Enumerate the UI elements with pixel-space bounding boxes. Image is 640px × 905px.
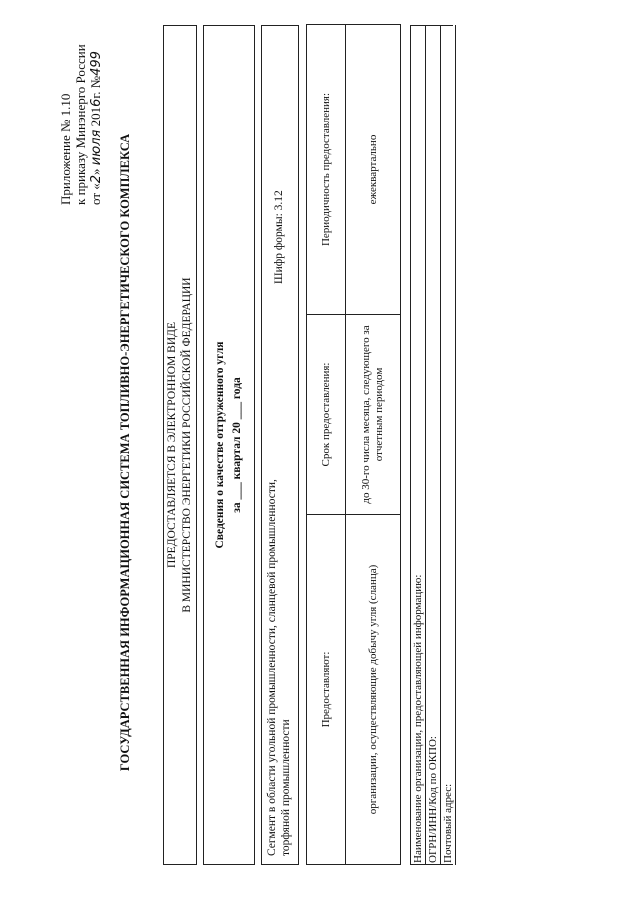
org-name-field[interactable]: Наименование организации, предоставляющей информацию: — [410, 25, 425, 865]
handwritten-order-number: 499 — [89, 51, 104, 76]
date-prefix: от « — [88, 183, 103, 205]
header-deadline: Срок предоставления: — [307, 315, 346, 515]
report-period: за ___ квартал 20 ___ года — [231, 377, 243, 513]
organization-fields — [410, 25, 456, 865]
order-number-label: г. № — [88, 75, 103, 99]
table-header-row — [307, 25, 346, 865]
date-quote: » — [88, 168, 103, 175]
handwritten-month: июля — [89, 129, 104, 166]
electronic-submission-box — [163, 25, 197, 865]
segment-row — [261, 25, 299, 865]
cell-deadline: до 30-го числа месяца, следующего за отчетным периодом — [346, 315, 401, 515]
electronic-line-2: В МИНИСТЕРСТВО ЭНЕРГЕТИКИ РОССИЙСКОЙ ФЕДЕРАЦИИ — [181, 277, 193, 613]
handwritten-year-digit: 6 — [89, 98, 104, 107]
year-prefix: 201 — [88, 106, 103, 127]
report-title-box — [203, 25, 255, 865]
header-submitters: Предоставляют: — [307, 515, 346, 865]
electronic-line-1: ПРЕДОСТАВЛЯЕТСЯ В ЭЛЕКТРОННОМ ВИДЕ — [166, 321, 178, 569]
org-ids-field[interactable]: ОГРН/ИНН/Код по ОКПО: — [425, 25, 440, 865]
appendix-line-3 — [88, 15, 104, 205]
header-periodicity: Периодичность предоставления: — [307, 25, 346, 315]
appendix-line-2: к приказу Минэнерго России — [73, 44, 88, 205]
appendix-header — [58, 15, 104, 205]
appendix-line-1: Приложение № 1.10 — [58, 93, 73, 205]
submission-table — [306, 24, 401, 865]
page-title: ГОСУДАРСТВЕННАЯ ИНФОРМАЦИОННАЯ СИСТЕМА ТОПЛИВНО-ЭНЕРГЕТИЧЕСКОГО КОМПЛЕКСА — [118, 133, 132, 772]
handwritten-day: 2 — [89, 174, 104, 184]
cell-periodicity: ежеквартально — [346, 25, 401, 315]
report-title: Сведения о качестве отгруженного угля — [214, 341, 226, 549]
table-row — [346, 25, 401, 865]
cell-submitters: организации, осуществляющие добычу угля (сланца) — [346, 515, 401, 865]
postal-address-field[interactable]: Почтовый адрес: — [440, 25, 456, 865]
segment-text: Сегмент в области угольной промышленности, сланцевой промышленности, торфяной промышленности — [266, 479, 292, 856]
form-cipher: Шифр формы: 3.12 — [273, 190, 285, 284]
